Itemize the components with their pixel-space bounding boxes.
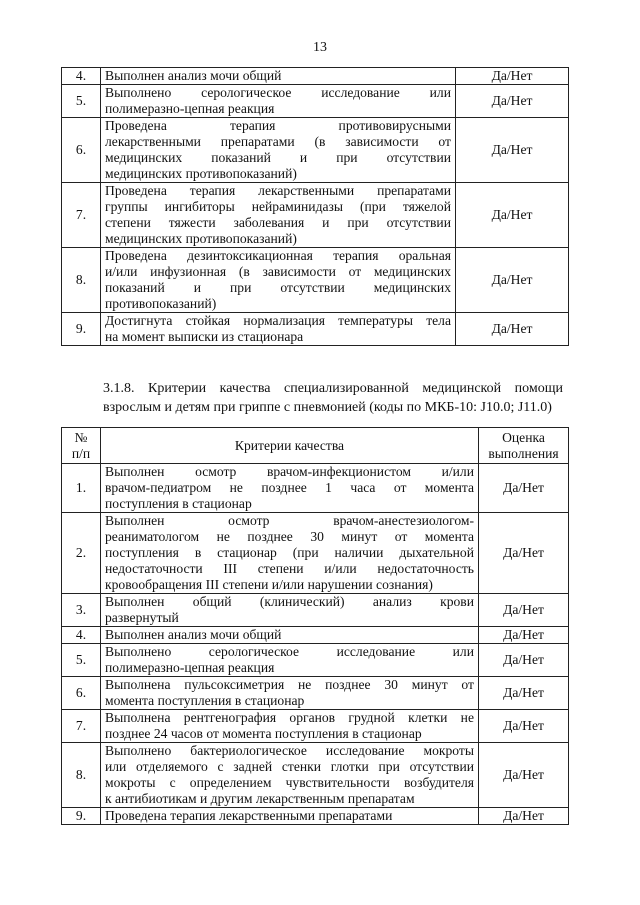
table-row — [62, 85, 569, 118]
page-number: 13 — [313, 40, 327, 55]
criterion-line: Проведена терапия противовирусными — [105, 118, 451, 133]
row-number: 4. — [62, 68, 101, 85]
criterion-line: Проведена терапия лекарственными препаратами — [105, 808, 393, 823]
criterion-line: момента поступления в стационар — [105, 693, 305, 708]
row-number: 7. — [62, 183, 101, 248]
criterion-line: Выполнен осмотр врачом-анестезиологом- — [105, 513, 474, 528]
table2-body — [62, 464, 569, 825]
criterion-line: противопоказаний) — [105, 296, 217, 311]
criterion-line: Выполнено серологическое исследование или — [105, 644, 474, 659]
criterion-line: группы ингибиторы нейраминидазы (при тяжелой — [105, 199, 451, 214]
score-cell: Да/Нет — [456, 313, 569, 346]
criterion-line: Выполнено бактериологическое исследование мокроты — [105, 743, 474, 758]
criterion-line: реаниматологом не позднее 30 минут от момента — [105, 529, 474, 544]
header-number-line2: п/п — [71, 445, 91, 461]
header-criteria: Критерии качества — [101, 428, 479, 464]
score-cell: Да/Нет — [456, 248, 569, 313]
criterion-line: Выполнен анализ мочи общий — [105, 627, 282, 642]
criterion-text — [101, 248, 456, 313]
table-row — [62, 627, 569, 644]
criterion-line: позднее 24 часов от момента поступления в стационар — [105, 726, 422, 741]
row-number: 2. — [62, 513, 101, 594]
criterion-text — [101, 464, 479, 513]
score-cell: Да/Нет — [479, 710, 569, 743]
criterion-line: Выполнен осмотр врачом-инфекционистом и/или — [105, 464, 474, 479]
row-number: 9. — [62, 313, 101, 346]
criterion-line: Выполнен общий (клинический) анализ крови — [105, 594, 474, 609]
row-number: 1. — [62, 464, 101, 513]
criterion-line: кровообращения III степени и/или нарушении сознания) — [105, 577, 433, 592]
criterion-line: врачом-педиатром не позднее 1 часа от момента — [105, 480, 474, 495]
row-number: 5. — [62, 85, 101, 118]
table1-body — [62, 68, 569, 346]
criterion-line: полимеразно-цепная реакция — [105, 101, 275, 116]
criterion-text — [101, 513, 479, 594]
criterion-text — [101, 627, 479, 644]
table-header-row — [62, 428, 569, 464]
criterion-text — [101, 118, 456, 183]
section-heading: 3.1.8. Критерии качества специализированной медицинской помощи взрослым и детям при гриппе с пневмонией (коды по МКБ-10: J10.0; J11.0) — [103, 381, 563, 415]
table-row — [62, 464, 569, 513]
criterion-line: Выполнено серологическое исследование или — [105, 85, 451, 100]
row-number: 7. — [62, 710, 101, 743]
criterion-line: лекарственными препаратами (в зависимости от — [105, 134, 451, 149]
row-number: 6. — [62, 118, 101, 183]
score-cell: Да/Нет — [479, 677, 569, 710]
table-row — [62, 313, 569, 346]
score-cell: Да/Нет — [456, 85, 569, 118]
criteria-table-continued — [61, 67, 569, 346]
criterion-line: Проведена терапия лекарственными препаратами — [105, 183, 451, 198]
quality-criteria-table — [61, 427, 569, 825]
criterion-text — [101, 68, 456, 85]
criterion-line: медицинских противопоказаний) — [105, 231, 297, 246]
score-cell: Да/Нет — [456, 118, 569, 183]
score-cell: Да/Нет — [456, 183, 569, 248]
criterion-text — [101, 183, 456, 248]
criterion-text — [101, 710, 479, 743]
criterion-line: на момент выписки из стационара — [105, 329, 304, 344]
criterion-line: медицинских противопоказаний) — [105, 166, 297, 181]
criterion-line: поступления в стационар (при наличии дыхательной — [105, 545, 474, 560]
row-number: 9. — [62, 808, 101, 825]
score-cell: Да/Нет — [479, 808, 569, 825]
table-row — [62, 710, 569, 743]
criterion-line: и/или инфузионная (в зависимости от медицинских — [105, 264, 451, 279]
criterion-line: полимеразно-цепная реакция — [105, 660, 275, 675]
criterion-line: медицинских показаний и при отсутствии — [105, 150, 451, 165]
criterion-text — [101, 313, 456, 346]
row-number: 8. — [62, 248, 101, 313]
header-number — [62, 428, 101, 464]
table-row — [62, 594, 569, 627]
criterion-text — [101, 644, 479, 677]
criterion-line: Достигнута стойкая нормализация температуры тела — [105, 313, 451, 328]
criterion-line: Выполнена рентгенография органов грудной клетки не — [105, 710, 474, 725]
criterion-line: Выполнен анализ мочи общий — [105, 68, 282, 83]
table-row — [62, 183, 569, 248]
criterion-text — [101, 594, 479, 627]
score-cell: Да/Нет — [479, 594, 569, 627]
header-score-line2: выполнения — [488, 445, 559, 461]
criterion-line: Выполнена пульсоксиметрия не позднее 30 минут от — [105, 677, 474, 692]
criterion-line: мокроты с определением чувствительности возбудителя — [105, 775, 474, 790]
header-score-line1: Оценка — [502, 429, 545, 445]
score-cell: Да/Нет — [479, 627, 569, 644]
row-number: 8. — [62, 743, 101, 808]
score-cell: Да/Нет — [456, 68, 569, 85]
criterion-line: к антибиотикам и другим лекарственным препаратам — [105, 791, 415, 806]
criterion-text — [101, 808, 479, 825]
header-number-line1: № — [74, 429, 88, 445]
table-row — [62, 677, 569, 710]
score-cell: Да/Нет — [479, 464, 569, 513]
table-row — [62, 644, 569, 677]
criterion-line: Проведена дезинтоксикационная терапия оральная — [105, 248, 451, 263]
criterion-line: показаний и при отсутствии медицинских — [105, 280, 451, 295]
row-number: 5. — [62, 644, 101, 677]
criterion-line: или отделяемого с задней стенки глотки при отсутствии — [105, 759, 474, 774]
row-number: 4. — [62, 627, 101, 644]
row-number: 6. — [62, 677, 101, 710]
row-number: 3. — [62, 594, 101, 627]
criterion-text — [101, 85, 456, 118]
criterion-line: развернутый — [105, 610, 179, 625]
criterion-line: степени тяжести заболевания и при отсутствии — [105, 215, 451, 230]
table-row — [62, 68, 569, 85]
criterion-line: недостаточности III степени и/или недостаточность — [105, 561, 474, 576]
table-row — [62, 743, 569, 808]
criterion-text — [101, 743, 479, 808]
criterion-line: поступления в стационар — [105, 496, 252, 511]
header-score — [479, 428, 569, 464]
score-cell: Да/Нет — [479, 513, 569, 594]
score-cell: Да/Нет — [479, 644, 569, 677]
score-cell: Да/Нет — [479, 743, 569, 808]
table-row — [62, 513, 569, 594]
table-row — [62, 808, 569, 825]
table-row — [62, 118, 569, 183]
criterion-text — [101, 677, 479, 710]
table-row — [62, 248, 569, 313]
